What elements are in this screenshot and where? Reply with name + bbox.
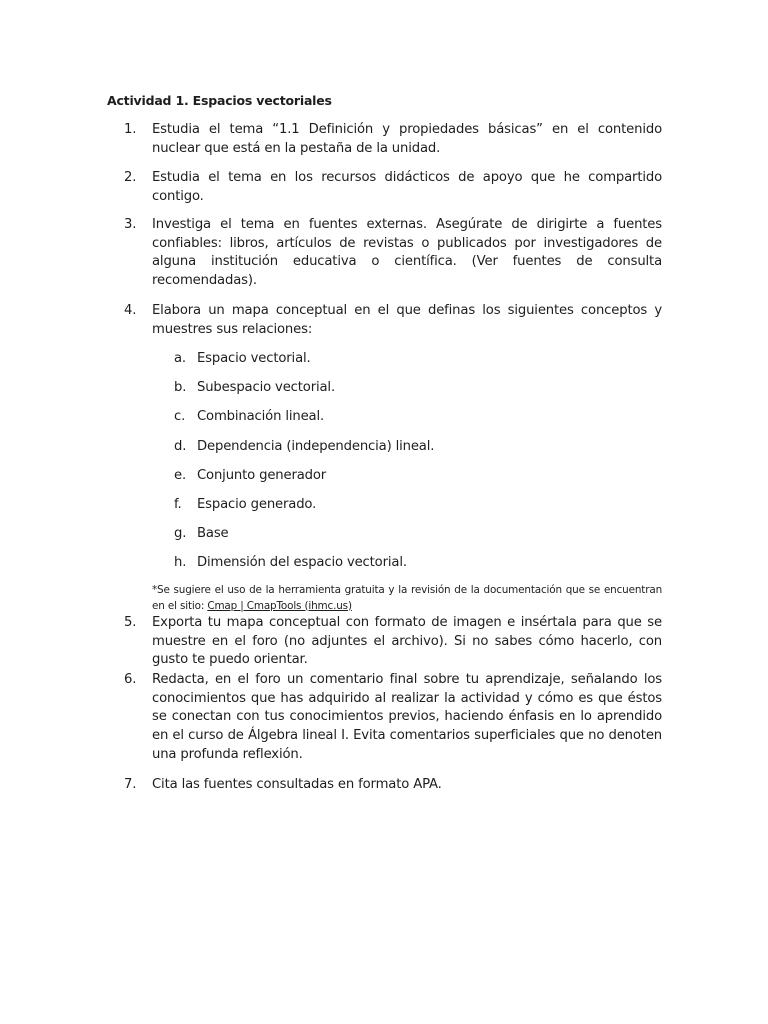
sub-item-h <box>174 554 407 572</box>
sub-item-letter: a. <box>174 351 186 366</box>
sub-item-text: Dependencia (independencia) lineal. <box>197 439 435 454</box>
sub-item-letter: f. <box>174 497 182 512</box>
sub-item-letter: c. <box>174 409 186 424</box>
sub-item-text: Dimensión del espacio vectorial. <box>197 555 407 570</box>
sub-item-letter: g. <box>174 526 187 541</box>
list-item-2 <box>107 169 662 206</box>
footnote <box>152 583 662 614</box>
item-number: 7. <box>124 777 137 792</box>
item-text: Estudia el tema en los recursos didácticos de apoyo que he compartido contigo. <box>152 170 662 204</box>
sub-item-letter: d. <box>174 439 187 454</box>
sub-item-b <box>174 379 335 397</box>
list-item-5 <box>107 614 662 670</box>
sub-item-letter: b. <box>174 380 187 395</box>
sub-item-a <box>174 350 311 368</box>
item-text: Redacta, en el foro un comentario final sobre tu aprendizaje, señalando los conocimientos que has adquirido al realizar la actividad y cómo es que éstos se conectan con tus conocimientos previos, haciendo énfasis en lo aprendido en el curso de Álgebra lineal I. Evita comentarios superficiales que no denoten una profunda reflexión. <box>152 672 662 762</box>
item-text: Elabora un mapa conceptual en el que definas los siguientes conceptos y muestres sus relaciones: <box>152 303 662 337</box>
item-number: 3. <box>124 217 137 232</box>
item-number: 5. <box>124 615 137 630</box>
sub-item-g <box>174 525 229 543</box>
item-text: Estudia el tema “1.1 Definición y propiedades básicas” en el contenido nuclear que está en la pestaña de la unidad. <box>152 122 662 156</box>
sub-item-d <box>174 438 434 456</box>
sub-item-text: Espacio vectorial. <box>197 351 311 366</box>
list-item-1 <box>107 121 662 158</box>
sub-item-letter: e. <box>174 468 187 483</box>
item-number: 6. <box>124 672 137 687</box>
activity-title: Actividad 1. Espacios vectoriales <box>107 93 332 108</box>
item-number: 4. <box>124 303 137 318</box>
sub-item-c <box>174 408 324 426</box>
sub-item-text: Base <box>197 526 229 541</box>
footnote-text: *Se sugiere el uso de la herramienta gratuita y la revisión de la documentación que se encuentran en el sitio: <box>152 584 662 612</box>
list-item-3 <box>107 216 662 291</box>
list-item-6 <box>107 671 662 765</box>
item-text: Exporta tu mapa conceptual con formato de imagen e insértala para que se muestre en el foro (no adjuntes el archivo). Si no sabes cómo hacerlo, con gusto te puedo orientar. <box>152 615 662 668</box>
sub-item-e <box>174 467 326 485</box>
sub-item-text: Combinación lineal. <box>197 409 325 424</box>
sub-item-text: Subespacio vectorial. <box>197 380 335 395</box>
item-number: 2. <box>124 170 137 185</box>
cmap-link[interactable]: Cmap | CmapTools (ihmc.us) <box>207 599 352 612</box>
list-item-4 <box>107 302 662 339</box>
sub-item-text: Conjunto generador <box>197 468 327 483</box>
sub-item-f <box>174 496 316 514</box>
item-number: 1. <box>124 122 137 137</box>
sub-item-text: Espacio generado. <box>197 497 317 512</box>
list-item-7 <box>107 776 662 795</box>
item-text: Cita las fuentes consultadas en formato APA. <box>152 777 442 792</box>
sub-item-letter: h. <box>174 555 187 570</box>
item-text: Investiga el tema en fuentes externas. Asegúrate de dirigirte a fuentes confiables: libros, artículos de revistas o publicados por investigadores de alguna institución educativa o científica. (Ver fuentes de consulta recomendadas). <box>152 217 662 289</box>
